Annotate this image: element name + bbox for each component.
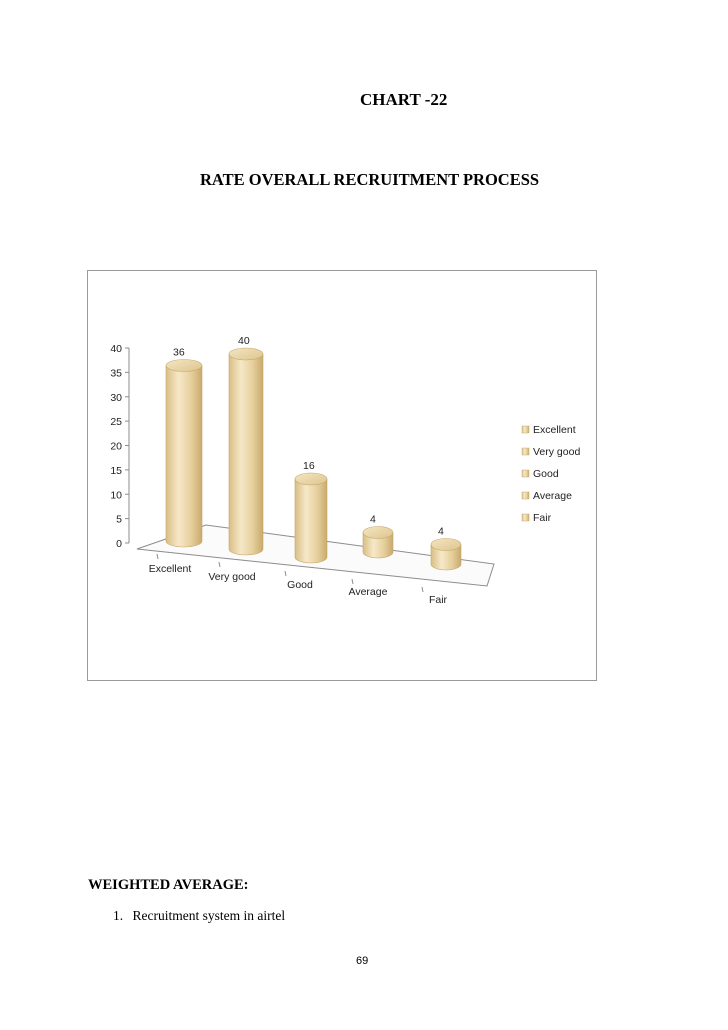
x-tick — [422, 587, 423, 592]
y-tick-label: 35 — [110, 367, 122, 380]
bar-top — [431, 539, 461, 551]
bar-excellent — [166, 360, 202, 548]
legend-label: Average — [533, 490, 572, 502]
x-tick-label: Excellent — [148, 563, 192, 575]
list-item — [113, 908, 285, 924]
legend-label: Fair — [533, 512, 552, 524]
x-tick — [285, 571, 286, 576]
legend-swatch — [522, 492, 529, 499]
data-label: 4 — [370, 513, 376, 526]
legend-swatch — [522, 470, 529, 477]
y-tick-label: 5 — [116, 513, 122, 526]
bar-fair — [431, 539, 461, 571]
legend-swatch — [522, 514, 529, 521]
data-label: 4 — [438, 525, 444, 538]
x-tick — [352, 579, 353, 584]
bar-body — [166, 366, 202, 548]
y-tick-label: 15 — [110, 464, 122, 477]
page-number: 69 — [356, 955, 369, 967]
bar-top — [295, 473, 327, 485]
legend-label: Excellent — [533, 424, 576, 436]
data-label: 40 — [238, 335, 250, 347]
bar-average — [363, 527, 393, 559]
x-tick — [219, 562, 220, 567]
chart-svg — [88, 271, 596, 680]
legend-swatch — [522, 426, 529, 433]
legend-item — [522, 490, 572, 502]
list-item-number: 1. — [113, 908, 124, 923]
legend-item — [522, 424, 576, 436]
bar-very-good — [229, 348, 263, 555]
y-tick-label: 0 — [116, 538, 122, 550]
legend-item — [522, 468, 559, 480]
weighted-average-heading: WEIGHTED AVERAGE: — [88, 877, 249, 893]
y-tick-label: 20 — [110, 440, 122, 453]
chart-title: RATE OVERALL RECRUITMENT PROCESS — [200, 170, 540, 189]
chart-frame — [87, 270, 597, 681]
legend-item — [522, 512, 552, 524]
x-tick-label: Very good — [208, 571, 256, 583]
legend-item — [522, 446, 580, 458]
list-item-text: Recruitment system in airtel — [132, 908, 286, 923]
x-tick-label: Fair — [428, 594, 448, 606]
bar-body — [229, 354, 263, 555]
y-tick-label: 10 — [110, 489, 122, 502]
x-tick — [157, 554, 158, 559]
data-label: 16 — [303, 460, 315, 472]
bar-top — [229, 348, 263, 360]
chart-label: CHART -22 — [360, 90, 448, 109]
x-tick-label: Good — [287, 579, 313, 591]
bar-body — [295, 479, 327, 563]
legend-label: Good — [533, 468, 559, 480]
y-tick-label: 30 — [110, 391, 122, 404]
data-label: 36 — [173, 346, 185, 359]
legend-label: Very good — [533, 446, 581, 458]
bar-good — [295, 473, 327, 563]
y-tick-label: 25 — [110, 416, 122, 429]
y-tick-label: 40 — [110, 343, 122, 355]
x-tick-label: Average — [348, 586, 388, 598]
legend-swatch — [522, 448, 529, 455]
legend — [522, 424, 580, 524]
bar-top — [166, 360, 202, 372]
bar-top — [363, 527, 393, 539]
